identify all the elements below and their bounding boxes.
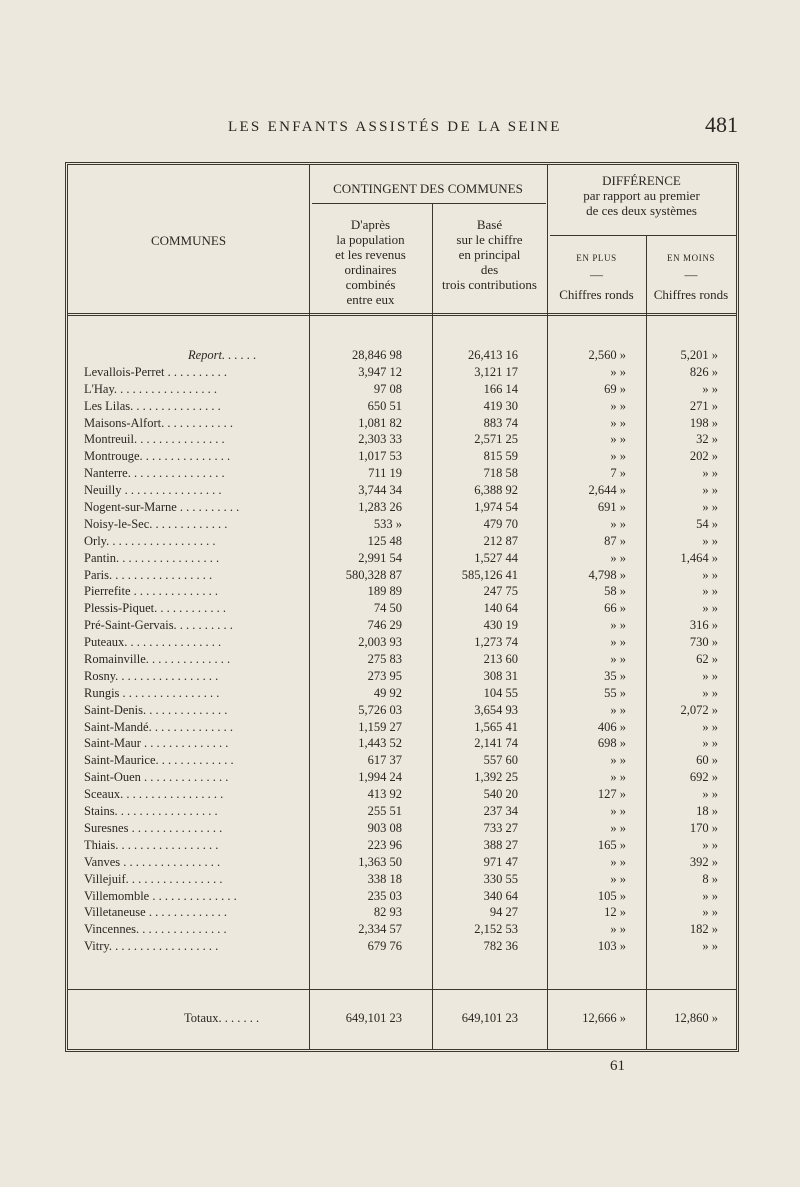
header-contingent: CONTINGENT DES COMMUNES xyxy=(333,181,523,196)
table-row xyxy=(68,888,736,905)
contribution-value: 247 75 xyxy=(483,584,518,599)
totals-row xyxy=(68,1011,736,1029)
header-divider xyxy=(68,313,736,316)
population-value: 3,947 12 xyxy=(358,364,402,379)
difference-moins: » » xyxy=(702,500,718,515)
commune-name: Saint-Denis. . . . . . . . . . . . . . xyxy=(84,702,228,717)
difference-plus: » » xyxy=(610,854,626,869)
header-rule xyxy=(550,235,736,236)
commune-name: Stains. . . . . . . . . . . . . . . . . xyxy=(84,804,218,819)
difference-plus: 66 » xyxy=(604,601,626,616)
population-value: 255 51 xyxy=(367,804,402,819)
difference-moins: » » xyxy=(702,533,718,548)
difference-plus: » » xyxy=(610,702,626,717)
difference-moins: 198 » xyxy=(689,415,718,430)
difference-plus: 698 » xyxy=(597,736,626,751)
commune-name: Maisons-Alfort. . . . . . . . . . . . xyxy=(84,415,233,430)
population-value: 49 92 xyxy=(373,685,402,700)
difference-moins: 692 » xyxy=(689,770,718,785)
table-row xyxy=(68,702,736,719)
table-row xyxy=(68,381,736,398)
table-row xyxy=(68,685,736,702)
difference-moins: » » xyxy=(702,466,718,481)
difference-moins: 170 » xyxy=(689,820,718,835)
difference-moins: 18 » xyxy=(696,804,718,819)
page-number: 481 xyxy=(705,112,738,137)
table-row xyxy=(68,516,736,533)
commune-name: Nogent-sur-Marne . . . . . . . . . . xyxy=(84,500,240,515)
table-row xyxy=(68,921,736,938)
difference-moins: » » xyxy=(702,787,718,802)
commune-name: Thiais. . . . . . . . . . . . . . . . . xyxy=(84,837,219,852)
table-body xyxy=(68,347,736,955)
contribution-value: 971 47 xyxy=(483,854,518,869)
population-value: 2,003 93 xyxy=(358,635,402,650)
population-value: 580,328 87 xyxy=(345,567,402,582)
commune-name: Villemomble . . . . . . . . . . . . . . xyxy=(84,888,237,903)
difference-plus: 55 » xyxy=(604,685,626,700)
header-difference: DIFFÉRENCE par rapport au premier de ces deux systèmes xyxy=(583,173,700,218)
difference-plus: 165 » xyxy=(597,837,626,852)
header-plus-sub: Chiffres ronds xyxy=(559,287,634,302)
difference-moins: 8 » xyxy=(702,871,718,886)
difference-plus: » » xyxy=(610,618,626,633)
contribution-value: 340 64 xyxy=(483,888,518,903)
contribution-value: 3,654 93 xyxy=(474,702,518,717)
difference-moins: 182 » xyxy=(689,922,718,937)
contribution-value: 2,141 74 xyxy=(474,736,518,751)
commune-name: Neuilly . . . . . . . . . . . . . . . . xyxy=(84,483,222,498)
commune-name: Villetaneuse . . . . . . . . . . . . . xyxy=(84,905,227,920)
commune-name: L'Hay. . . . . . . . . . . . . . . . . xyxy=(84,381,218,396)
table-row xyxy=(68,752,736,769)
running-head xyxy=(0,112,800,142)
difference-plus: » » xyxy=(610,652,626,667)
population-value: 2,991 54 xyxy=(358,550,402,565)
difference-moins: 392 » xyxy=(689,854,718,869)
difference-moins: 202 » xyxy=(689,449,718,464)
contribution-value: 3,121 17 xyxy=(474,364,518,379)
difference-moins: » » xyxy=(702,719,718,734)
difference-plus: 691 » xyxy=(597,500,626,515)
difference-moins: 1,464 » xyxy=(680,550,718,565)
difference-moins: » » xyxy=(702,567,718,582)
population-value: 125 48 xyxy=(367,533,402,548)
population-value: 2,303 33 xyxy=(358,432,402,447)
commune-name: Vitry. . . . . . . . . . . . . . . . . . xyxy=(84,939,219,954)
header-contributions: Basé sur le chiffre en principal des trois contributions xyxy=(442,217,537,292)
commune-name: Suresnes . . . . . . . . . . . . . . . xyxy=(84,820,223,835)
difference-moins: » » xyxy=(702,905,718,920)
table-row xyxy=(68,482,736,499)
difference-plus: 2,644 » xyxy=(588,483,626,498)
commune-name: Nanterre. . . . . . . . . . . . . . . . xyxy=(84,466,225,481)
totals-moins: 12,860 » xyxy=(674,1011,718,1025)
contribution-value: 815 59 xyxy=(483,449,518,464)
commune-name: Romainville. . . . . . . . . . . . . . xyxy=(84,652,231,667)
difference-plus: » » xyxy=(610,398,626,413)
difference-plus: 35 » xyxy=(604,668,626,683)
population-value: 413 92 xyxy=(367,787,402,802)
table-row xyxy=(68,820,736,837)
header-rule xyxy=(312,203,546,204)
running-title: LES ENFANTS ASSISTÉS DE LA SEINE xyxy=(228,119,562,135)
difference-moins: » » xyxy=(702,837,718,852)
commune-name: Saint-Maurice. . . . . . . . . . . . . xyxy=(84,753,234,768)
signature-mark: 61 xyxy=(610,1058,625,1074)
contribution-value: 585,126 41 xyxy=(461,567,518,582)
difference-plus: » » xyxy=(610,922,626,937)
population-value: 711 19 xyxy=(368,466,402,481)
commune-name: Vincennes. . . . . . . . . . . . . . . xyxy=(84,922,227,937)
difference-plus: » » xyxy=(610,364,626,379)
table-row xyxy=(68,364,736,381)
difference-plus: » » xyxy=(610,432,626,447)
contribution-value: 540 20 xyxy=(483,787,518,802)
contribution-value: 782 36 xyxy=(483,939,518,954)
contribution-value: 2,571 25 xyxy=(474,432,518,447)
population-value: 746 29 xyxy=(367,618,402,633)
difference-moins: 54 » xyxy=(696,516,718,531)
difference-moins: » » xyxy=(702,381,718,396)
header-communes: COMMUNES xyxy=(150,233,227,248)
contribution-value: 140 64 xyxy=(483,601,518,616)
table-row xyxy=(68,668,736,685)
difference-plus: » » xyxy=(610,804,626,819)
difference-plus: 12 » xyxy=(604,905,626,920)
contribution-value: 883 74 xyxy=(483,415,518,430)
difference-plus: 2,560 » xyxy=(588,348,626,362)
difference-moins: » » xyxy=(702,939,718,954)
table-row xyxy=(68,735,736,752)
contribution-value: 430 19 xyxy=(483,618,518,633)
header-population: D'après la population et les revenus ordinaires combinés entre eux xyxy=(335,217,406,307)
population-value: 235 03 xyxy=(367,888,402,903)
population-value: 74 50 xyxy=(373,601,402,616)
table-row xyxy=(68,854,736,871)
difference-moins: » » xyxy=(702,668,718,683)
difference-moins: » » xyxy=(702,888,718,903)
population-value: 679 76 xyxy=(367,939,402,954)
commune-name: Saint-Ouen . . . . . . . . . . . . . . xyxy=(84,770,229,785)
difference-moins: 32 » xyxy=(696,432,718,447)
table-row xyxy=(68,651,736,668)
table-row xyxy=(68,465,736,482)
contribution-value: 308 31 xyxy=(483,668,518,683)
contribution-value: 104 55 xyxy=(483,685,518,700)
table-row xyxy=(68,448,736,465)
commune-name: Puteaux. . . . . . . . . . . . . . . . xyxy=(84,635,222,650)
population-value: 1,994 24 xyxy=(358,770,402,785)
contribution-value: 1,392 25 xyxy=(474,770,518,785)
commune-name: Rosny. . . . . . . . . . . . . . . . . xyxy=(84,668,219,683)
commune-name: Montreuil. . . . . . . . . . . . . . . xyxy=(84,432,225,447)
difference-moins: 62 » xyxy=(696,652,718,667)
header-dash: — xyxy=(684,267,698,282)
population-value: 1,443 52 xyxy=(358,736,402,751)
population-value: 223 96 xyxy=(367,837,402,852)
totals-label: Totaux. . . . . . . xyxy=(184,1011,260,1025)
table-row xyxy=(68,550,736,567)
difference-plus: » » xyxy=(610,770,626,785)
commune-name: Orly. . . . . . . . . . . . . . . . . . xyxy=(84,533,216,548)
commune-name: Montrouge. . . . . . . . . . . . . . . xyxy=(84,449,231,464)
commune-name: Rungis . . . . . . . . . . . . . . . . xyxy=(84,685,220,700)
commune-name: Les Lilas. . . . . . . . . . . . . . . xyxy=(84,398,221,413)
commune-name: Noisy-le-Sec. . . . . . . . . . . . . xyxy=(84,516,228,531)
commune-name: Pantin. . . . . . . . . . . . . . . . . xyxy=(84,550,220,565)
commune-name: Pierrefite . . . . . . . . . . . . . . xyxy=(84,584,219,599)
table-row xyxy=(68,499,736,516)
table-row xyxy=(68,431,736,448)
table-row xyxy=(68,617,736,634)
commune-name: Pré-Saint-Gervais. . . . . . . . . . xyxy=(84,618,233,633)
contribution-value: 1,974 54 xyxy=(474,500,518,515)
commune-name: Saint-Maur . . . . . . . . . . . . . . xyxy=(84,736,229,751)
difference-plus: » » xyxy=(610,516,626,531)
population-value: 1,159 27 xyxy=(358,719,402,734)
table-row xyxy=(68,347,736,364)
difference-moins: 271 » xyxy=(689,398,718,413)
population-value: 1,081 82 xyxy=(358,415,402,430)
difference-moins: » » xyxy=(702,601,718,616)
contribution-value: 94 27 xyxy=(489,905,518,920)
difference-plus: » » xyxy=(610,550,626,565)
contribution-value: 26,413 16 xyxy=(468,348,518,362)
population-value: 1,017 53 xyxy=(358,449,402,464)
difference-plus: 103 » xyxy=(597,939,626,954)
difference-moins: 730 » xyxy=(689,635,718,650)
difference-plus: » » xyxy=(610,753,626,768)
population-value: 97 08 xyxy=(373,381,402,396)
table-row xyxy=(68,533,736,550)
difference-moins: » » xyxy=(702,483,718,498)
contribution-value: 1,273 74 xyxy=(474,635,518,650)
difference-plus: » » xyxy=(610,415,626,430)
commune-name: Levallois-Perret . . . . . . . . . . xyxy=(84,364,228,379)
difference-plus: 69 » xyxy=(604,381,626,396)
difference-moins: 316 » xyxy=(689,618,718,633)
difference-plus: » » xyxy=(610,449,626,464)
table-row xyxy=(68,600,736,617)
table-row xyxy=(68,769,736,786)
contribution-value: 557 60 xyxy=(483,753,518,768)
totals-plus: 12,666 » xyxy=(582,1011,626,1025)
contribution-value: 213 60 xyxy=(483,652,518,667)
population-value: 5,726 03 xyxy=(358,702,402,717)
table-row xyxy=(68,837,736,854)
contribution-value: 1,527 44 xyxy=(474,550,518,565)
table-row xyxy=(68,567,736,584)
totals-divider xyxy=(68,989,736,990)
population-value: 1,283 26 xyxy=(358,500,402,515)
difference-moins: 826 » xyxy=(689,364,718,379)
commune-name: Saint-Mandé. . . . . . . . . . . . . . xyxy=(84,719,233,734)
table-row xyxy=(68,904,736,921)
table-row xyxy=(68,398,736,415)
difference-plus: 105 » xyxy=(597,888,626,903)
population-value: 338 18 xyxy=(367,871,402,886)
table-row xyxy=(68,803,736,820)
contribution-value: 330 55 xyxy=(483,871,518,886)
commune-name: Vanves . . . . . . . . . . . . . . . . xyxy=(84,854,221,869)
table-row xyxy=(68,786,736,803)
contribution-value: 388 27 xyxy=(483,837,518,852)
difference-plus: 406 » xyxy=(597,719,626,734)
contribution-value: 6,388 92 xyxy=(474,483,518,498)
contribution-value: 212 87 xyxy=(483,533,518,548)
difference-plus: 4,798 » xyxy=(588,567,626,582)
difference-plus: 7 » xyxy=(610,466,626,481)
table-frame xyxy=(65,162,739,1052)
difference-plus: » » xyxy=(610,635,626,650)
totals-pop: 649,101 23 xyxy=(345,1011,402,1025)
difference-plus: » » xyxy=(610,820,626,835)
population-value: 28,846 98 xyxy=(352,348,402,362)
difference-moins: » » xyxy=(702,736,718,751)
header-en-plus: EN PLUS xyxy=(576,253,617,263)
table-row xyxy=(68,719,736,736)
population-value: 3,744 34 xyxy=(358,483,402,498)
population-value: 82 93 xyxy=(373,905,402,920)
population-value: 275 83 xyxy=(367,652,402,667)
difference-moins: 5,201 » xyxy=(680,348,718,362)
commune-name: Paris. . . . . . . . . . . . . . . . . xyxy=(84,567,213,582)
table-row xyxy=(68,938,736,955)
population-value: 1,363 50 xyxy=(358,854,402,869)
table-row xyxy=(68,583,736,600)
contribution-value: 1,565 41 xyxy=(474,719,518,734)
population-value: 617 37 xyxy=(367,753,402,768)
population-value: 273 95 xyxy=(367,668,402,683)
difference-moins: 60 » xyxy=(696,753,718,768)
contribution-value: 733 27 xyxy=(483,820,518,835)
population-value: 2,334 57 xyxy=(358,922,402,937)
contribution-value: 166 14 xyxy=(483,381,518,396)
table-row xyxy=(68,415,736,432)
header-moins-sub: Chiffres ronds xyxy=(653,287,729,302)
totals-base: 649,101 23 xyxy=(461,1011,518,1025)
table-row xyxy=(68,634,736,651)
contribution-value: 2,152 53 xyxy=(474,922,518,937)
header-en-moins: EN MOINS xyxy=(666,253,716,263)
commune-name: Plessis-Piquet. . . . . . . . . . . . xyxy=(84,601,227,616)
contribution-value: 419 30 xyxy=(483,398,518,413)
difference-moins: 2,072 » xyxy=(680,702,718,717)
difference-moins: » » xyxy=(702,685,718,700)
population-value: 650 51 xyxy=(367,398,402,413)
table-row xyxy=(68,871,736,888)
difference-plus: 58 » xyxy=(604,584,626,599)
commune-name: Report. . . . . . xyxy=(188,348,257,362)
header-dash: — xyxy=(590,267,603,282)
population-value: 533 » xyxy=(373,516,402,531)
difference-plus: » » xyxy=(610,871,626,886)
contribution-value: 718 58 xyxy=(483,466,518,481)
difference-plus: 127 » xyxy=(597,787,626,802)
contribution-value: 237 34 xyxy=(483,804,518,819)
population-value: 903 08 xyxy=(367,820,402,835)
difference-moins: » » xyxy=(702,584,718,599)
commune-name: Villejuif. . . . . . . . . . . . . . . . xyxy=(84,871,223,886)
contribution-value: 479 70 xyxy=(483,516,518,531)
population-value: 189 89 xyxy=(367,584,402,599)
commune-name: Sceaux. . . . . . . . . . . . . . . . . xyxy=(84,787,224,802)
difference-plus: 87 » xyxy=(604,533,626,548)
